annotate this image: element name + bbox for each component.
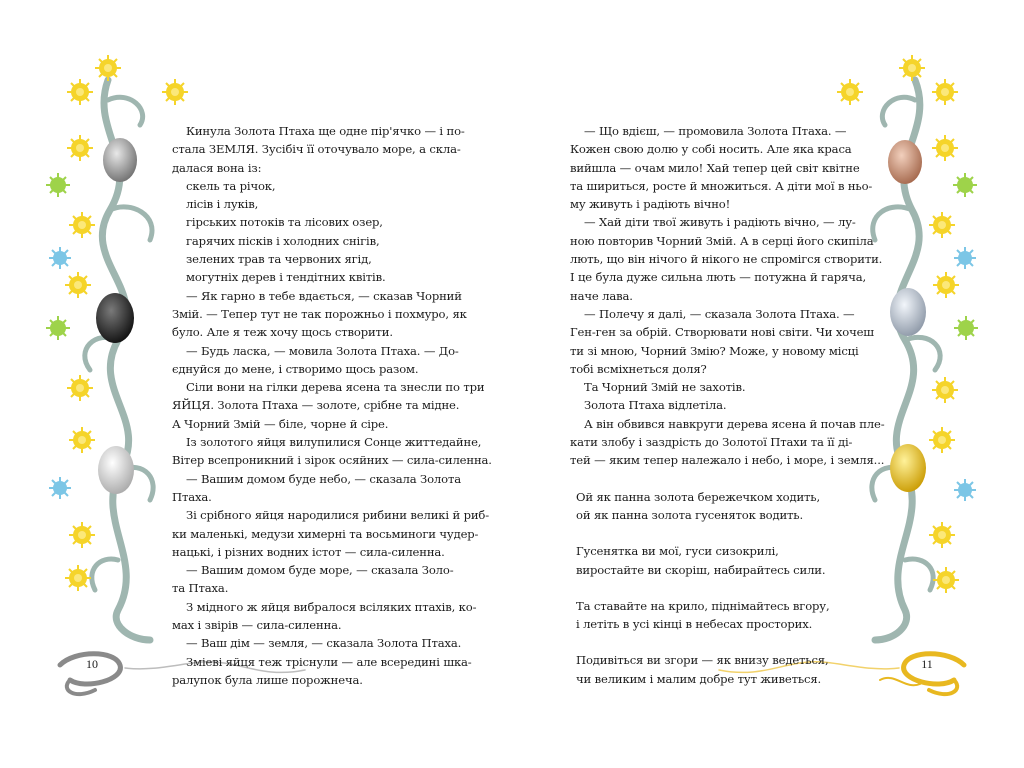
song-line: і летіть в усі кінці в небесах просторих.: [576, 617, 813, 632]
text-line: Кинула Золота Птаха ще одне пір'ячко — і по-: [186, 124, 465, 138]
text-line: — Вашим домом буде небо, — сказала Золота: [186, 471, 461, 486]
page-number: 10: [86, 657, 98, 671]
song-line: Та ставайте на крило, піднімайтесь вгору,: [576, 598, 830, 613]
text-line: далася вона із:: [172, 160, 262, 175]
text-line: му живуть і радіють вічно!: [570, 197, 731, 212]
text-line: ною повторив Чорний Змій. А в серці його скипіла: [570, 233, 874, 248]
text-line: — Полечу я далі, — сказала Золота Птаха. —: [584, 306, 855, 321]
song-line: виростайте ви скоріш, набирайтесь сили.: [576, 562, 826, 577]
text-line: Кожен свою долю у собі носить. Але яка краса: [570, 142, 852, 157]
text-line: єднуйся до мене, і створимо щось разом.: [172, 361, 419, 376]
text-line: Золота Птаха відлетіла.: [584, 398, 727, 413]
page-number: 11: [921, 657, 933, 671]
text-line: Ген-ген за обрій. Створювати нові світи. Чи хочеш: [570, 325, 874, 340]
text-line: ки маленькі, медузи химерні та восьминоги чудер-: [172, 526, 479, 541]
right-page: [512, 0, 1024, 768]
text-line: було. Але я теж хочу щось створити.: [172, 325, 393, 340]
text-line: кати злобу і заздрість до Золотої Птахи та її ді-: [570, 435, 853, 450]
text-line: — Ваш дім — земля, — сказала Золота Птаха.: [186, 636, 462, 651]
text-line: та шириться, росте й множиться. А діти мої в ньо-: [570, 178, 873, 193]
left-page-text: [172, 122, 492, 689]
text-line: лісів і луків,: [186, 197, 259, 212]
text-line: — Що вдієш, — промовила Золота Птаха. —: [584, 124, 847, 138]
text-line: І це була дуже сильна лють — потужна й гаряча,: [570, 270, 867, 285]
text-line: ЯЙЦЯ. Золота Птаха — золоте, срібне та мідне.: [172, 398, 460, 413]
text-line: Вітер всепроникний і зірок осяйних — сила-силенна.: [172, 453, 492, 468]
text-line: А він обвився навкруги дерева ясена й почав пле-: [584, 416, 885, 431]
text-line: А Чорний Змій — біле, чорне й сіре.: [172, 416, 389, 431]
text-line: наче лава.: [570, 288, 633, 303]
text-line: — Вашим домом буде море, — сказала Золо-: [186, 563, 454, 578]
text-line: гірських потоків та лісових озер,: [186, 215, 383, 230]
text-line: З мідного ж яйця вибралося всіляких птахів, ко-: [186, 599, 477, 614]
text-line: зелених трав та червоних ягід,: [186, 252, 372, 267]
text-line: Зміеві яйця теж тріснули — але всередині шка-: [186, 654, 472, 669]
song-line: Ой як панна золота бережечком ходить,: [576, 489, 821, 504]
text-line: мах і звірів — сила-силенна.: [172, 618, 342, 633]
text-line: скель та річок,: [186, 178, 276, 193]
song-line: Гусенятка ви мої, гуси сизокрилі,: [576, 544, 779, 559]
text-line: могутніх дерев і тендітних квітів.: [186, 270, 386, 285]
text-line: ралупок була лише порожнеча.: [172, 672, 363, 687]
song-line: чи великим і малим добре тут живеться.: [576, 671, 822, 686]
song-line: ой як панна золота гусеняток водить.: [576, 507, 803, 522]
text-line: ти зі мною, Чорний Змію? Може, у новому місці: [570, 343, 859, 358]
text-line: стала ЗЕМЛЯ. Зусібіч її оточувало море, а скла-: [172, 142, 461, 157]
text-line: — Як гарно в тебе вдається, — сказав Чорний: [186, 288, 462, 303]
text-line: Із золотого яйця вилупилися Сонце життедайне,: [186, 435, 482, 450]
text-line: тей — яким тепер належало і небо, і море, і земля...: [570, 453, 885, 468]
text-line: тобі всміхнеться доля?: [570, 361, 707, 376]
right-page-text: [570, 122, 885, 688]
text-line: — Будь ласка, — мовила Золота Птаха. — До-: [186, 343, 459, 358]
text-line: та Птаха.: [172, 581, 229, 596]
text-line: Зі срібного яйця народилися рибини великі й риб-: [186, 508, 490, 523]
text-line: Та Чорний Змій не захотів.: [584, 380, 746, 395]
text-line: Сіли вони на гілки дерева ясена та знесли по три: [186, 380, 485, 395]
text-line: Птаха.: [172, 489, 212, 504]
text-line: вийшла — очам мило! Хай тепер цей світ квітне: [570, 160, 860, 175]
text-line: — Хай діти твої живуть і радіють вічно, — лу-: [584, 215, 856, 230]
song-line: Подивіться ви згори — як внизу ведеться,: [576, 653, 829, 668]
text-line: лють, що він нічого й нікого не спромігся створити.: [570, 252, 883, 267]
text-line: Змій. — Тепер тут не так порожньо і похмуро, як: [172, 306, 467, 321]
text-line: гарячих пісків і холодних снігів,: [186, 233, 380, 248]
text-line: нацькі, і різних водних істот — сила-силенна.: [172, 544, 445, 559]
